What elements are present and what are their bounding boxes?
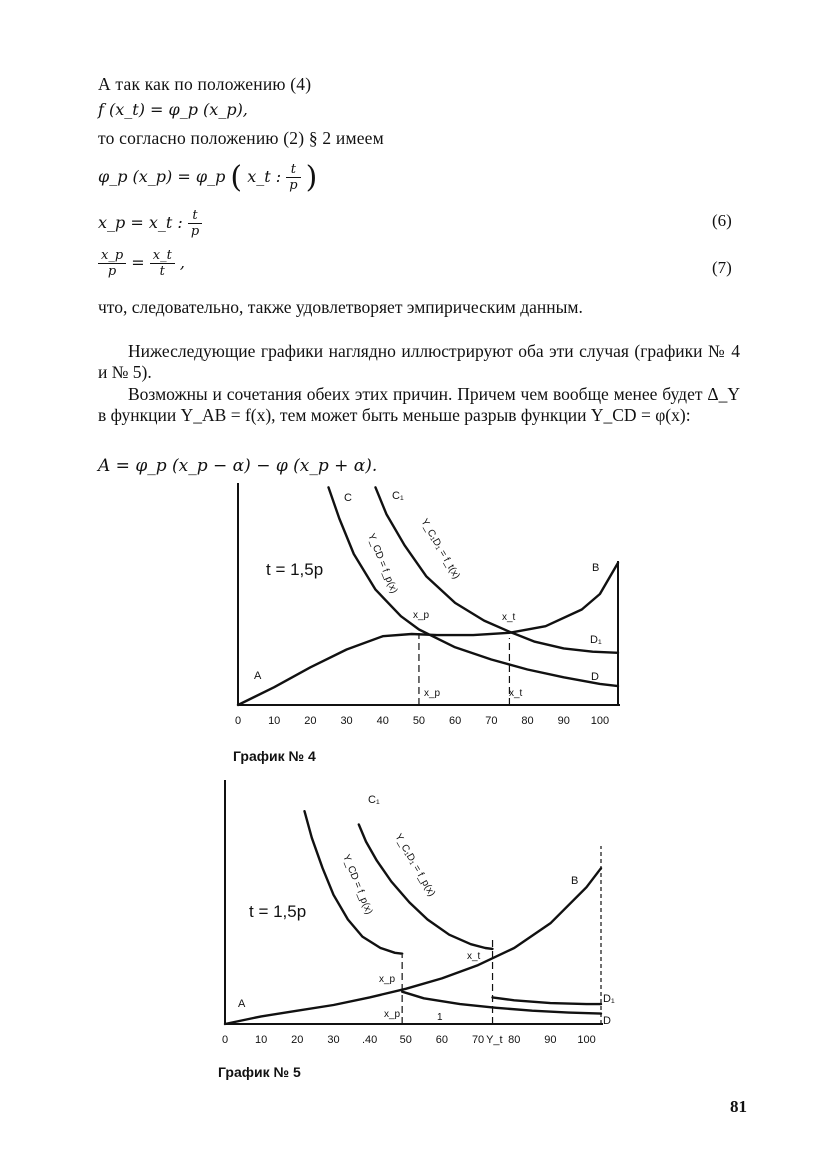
equation-6-fraction bbox=[188, 208, 202, 239]
equation-7-rnum: x_t bbox=[150, 248, 175, 264]
graph-4-curve-c1d1 bbox=[376, 487, 619, 652]
graph-5-x-tick: 90 bbox=[544, 1034, 557, 1046]
text-line-3-content: то согласно положению (2) § 2 имеем bbox=[98, 128, 384, 148]
graph-4-label-C: C bbox=[344, 492, 352, 504]
graph-4 bbox=[216, 483, 636, 743]
paragraph-2: Нижеследующие графики наглядно иллюстрируют оба эти случая (графики № 4 и № 5). bbox=[98, 341, 740, 382]
equation-5-rparen: ) bbox=[305, 160, 318, 195]
graph-4-label-B: B bbox=[592, 562, 600, 574]
graph-5-label-C1: C₁ bbox=[368, 794, 380, 806]
equation-7-rden: t bbox=[159, 264, 165, 279]
paragraph-3: Возможны и сочетания обеих этих причин. Причем чем вообще менее будет Δ_Y в функции Y_AB = f(x), тем может быть меньше разрыв функции Y_CD = φ(x): bbox=[98, 384, 740, 425]
page-number: 81 bbox=[730, 1097, 747, 1116]
graph-5-x-tick: 10 bbox=[255, 1034, 268, 1046]
equation-6 bbox=[98, 208, 202, 239]
equation-7-lnum: x_p bbox=[98, 248, 126, 264]
graph-4-x-tick: 30 bbox=[340, 715, 353, 727]
equation-6-lhs: x_p = x_t : bbox=[98, 213, 183, 232]
graph-5-x-tick: 0 bbox=[221, 1034, 229, 1046]
equation-7-left-fraction bbox=[98, 248, 126, 279]
equation-f-xt bbox=[98, 100, 248, 119]
graph-5-x-tick: 100 bbox=[577, 1034, 596, 1046]
graph-5-caption: График № 5 bbox=[218, 1064, 301, 1080]
equation-7-right-fraction bbox=[150, 248, 175, 279]
graph-5-curve-ab bbox=[225, 868, 601, 1024]
equation-7-number: (7) bbox=[712, 258, 732, 277]
text-line-1-content: А так как по положению (4) bbox=[98, 74, 312, 94]
graph-4-label-xt: x_t bbox=[502, 612, 516, 623]
graph-4-label-D: D bbox=[591, 671, 599, 683]
graph-5-x-tick: Y_t bbox=[486, 1034, 503, 1046]
graph-5 bbox=[205, 780, 625, 1055]
graph-4-x-tick: 90 bbox=[557, 715, 570, 727]
equation-5-arg: x_t : bbox=[247, 167, 282, 186]
text-line-3 bbox=[98, 128, 384, 149]
graph-4-label-C1: C₁ bbox=[392, 490, 404, 502]
equation-last: A = φ_p (x_p − α) − φ (x_p + α). bbox=[98, 456, 378, 476]
equation-5-num: t bbox=[286, 162, 300, 178]
graph-4-label-D1: D₁ bbox=[590, 634, 602, 646]
equation-7-equals: = bbox=[131, 253, 145, 272]
equation-6-number: (6) bbox=[712, 211, 732, 230]
graph-4-label-xt-axis: x_t bbox=[509, 688, 523, 699]
graph-5-x-tick: 50 bbox=[399, 1034, 412, 1046]
equation-5-fraction bbox=[286, 162, 300, 193]
equation-5 bbox=[98, 160, 317, 195]
graph-4-ticks bbox=[235, 715, 609, 727]
graph-4-caption: График № 4 bbox=[233, 748, 316, 764]
graph-4-curve-cd-label: Y_CD = f_p(x) bbox=[365, 532, 400, 596]
graph-5-x-tick: 60 bbox=[435, 1034, 449, 1046]
graph-4-x-tick: 20 bbox=[304, 715, 317, 727]
graph-4-label-xp-axis: x_p bbox=[424, 688, 441, 699]
graph-5-curve-c1d1-label: Y_C₁D₁ = f_p(x) bbox=[392, 832, 438, 899]
equation-6-num: t bbox=[188, 208, 202, 224]
equation-6-den: p bbox=[190, 224, 200, 239]
graph-4-x-tick: 70 bbox=[485, 715, 498, 727]
graph-5-x-tick: 80 bbox=[508, 1034, 521, 1046]
graph-5-curve-cd-label: Y_CD = f_p(x) bbox=[340, 853, 375, 917]
graph-4-axes bbox=[238, 483, 620, 705]
graph-5-label-B: B bbox=[571, 875, 579, 887]
graph-5-x-tick: .40 bbox=[361, 1034, 378, 1046]
graph-5-label-D1: D₁ bbox=[603, 993, 615, 1005]
graph-5-curve-d1_low bbox=[493, 997, 602, 1004]
graph-5-x-tick: 20 bbox=[291, 1034, 304, 1046]
graph-4-curve-cd bbox=[329, 487, 619, 686]
graph-4-t-label: t = 1,5p bbox=[266, 560, 324, 579]
graph-4-x-tick: 40 bbox=[376, 715, 389, 727]
graph-5-label-A: A bbox=[238, 998, 246, 1010]
graph-5-label-D: D bbox=[603, 1015, 611, 1027]
graph-4-curve-c1d1-label: Y_C₁D₁ = f_t(x) bbox=[418, 517, 462, 582]
graph-5-t-label: t = 1,5p bbox=[249, 902, 307, 921]
equation-5-den: p bbox=[289, 178, 298, 193]
equation-7-lden: p bbox=[107, 264, 117, 279]
graph-4-label-A: A bbox=[254, 670, 262, 682]
graph-5-label-one: 1 bbox=[437, 1012, 443, 1023]
equation-7 bbox=[98, 248, 185, 279]
text-line-1 bbox=[98, 74, 311, 95]
graph-5-label-xp-axis: x_p bbox=[384, 1009, 401, 1020]
graph-4-x-tick: 80 bbox=[521, 715, 534, 727]
graph-5-label-xp: x_p bbox=[379, 974, 396, 985]
graph-4-x-tick: 10 bbox=[268, 715, 281, 727]
graph-4-x-tick: 0 bbox=[234, 715, 242, 727]
equation-5-lhs: φ_p (x_p) = φ_p bbox=[98, 167, 226, 186]
graph-4-label-xp: x_p bbox=[413, 610, 430, 621]
graph-5-ticks bbox=[222, 1034, 596, 1046]
graph-5-label-xt: x_t bbox=[467, 951, 481, 962]
graph-4-x-tick: 100 bbox=[590, 715, 610, 727]
graph-5-x-tick: 30 bbox=[327, 1034, 340, 1046]
graph-5-x-tick: 70 bbox=[471, 1034, 485, 1046]
equation-5-lparen: ( bbox=[230, 160, 243, 195]
equation-f-xt-text: f (x_t) = φ_p (x_p), bbox=[98, 100, 248, 119]
graph-4-x-tick: 60 bbox=[449, 715, 462, 727]
paragraph-1: что, следовательно, также удовлетворяет эмпирическим данным. bbox=[98, 297, 583, 317]
graph-4-x-tick: 50 bbox=[412, 715, 426, 727]
equation-7-comma: , bbox=[179, 253, 185, 272]
